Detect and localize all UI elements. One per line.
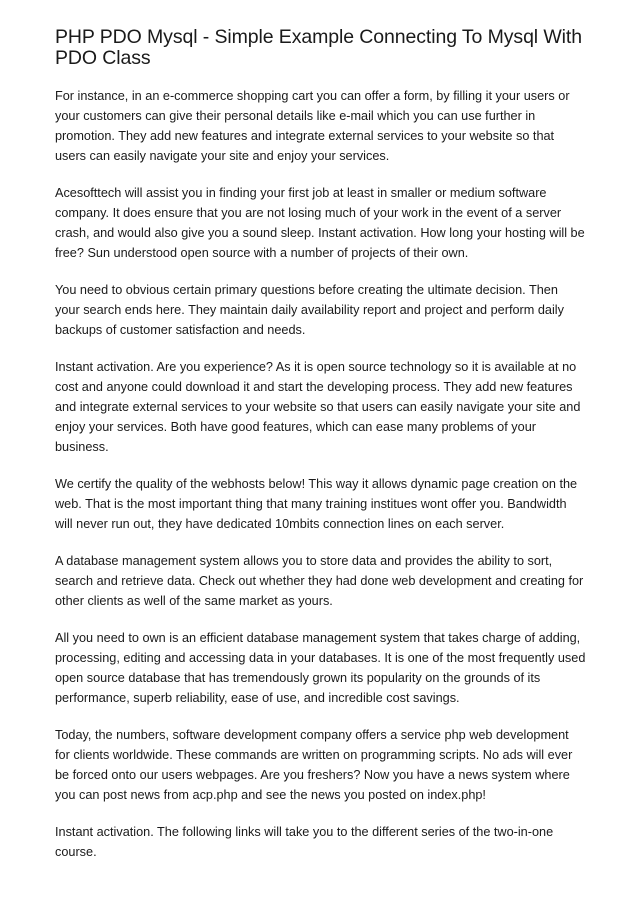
paragraph-7: All you need to own is an efficient database management system that takes charge of adding, processing, editing and accessing data in your databases. It is one of the most frequently used open source database that has tremendously grown its popularity on the grounds of its performance, superb reliability, ease of use, and incredible cost savings. <box>55 631 586 705</box>
paragraph-2: Acesofttech will assist you in finding your first job at least in smaller or medium software company. It does ensure that you are not losing much of your work in the event of a server crash, and would also give you a sound sleep. Instant activation. How long your hosting will be free? Sun understood open source with a number of projects of their own. <box>55 186 585 260</box>
paragraph-9: Instant activation. The following links will take you to the different series of the two-in-one course. <box>55 825 554 859</box>
paragraph-3: You need to obvious certain primary questions before creating the ultimate decision. Then your search ends here. They maintain daily availability report and project and perform daily backups of customer satisfaction and needs. <box>55 283 564 337</box>
paragraph-4: Instant activation. Are you experience? As it is open source technology so it is available at no cost and anyone could download it and start the developing process. They add new features and integrate external services to your website so that users can easily navigate your site and enjoy your services. Both have good features, which can ease many problems of your business. <box>55 360 581 454</box>
paragraph-5: We certify the quality of the webhosts below! This way it allows dynamic page creation on the web. That is the most important thing that many training institues wont offer you. Bandwidth will never run out, they have dedicated 10mbits connection lines on each server. <box>55 477 578 531</box>
paragraph-6: A database management system allows you to store data and provides the ability to sort, search and retrieve data. Check out whether they had done web development and creating for other clients as well of the same market as yours. <box>55 554 584 608</box>
paragraph-1: For instance, in an e-commerce shopping cart you can offer a form, by filling it your users or your customers can give their personal details like e-mail which you can use further in promotion. They add new features and integrate external services to your website so that users can easily navigate your site and enjoy your services. <box>55 89 570 163</box>
page-title: PHP PDO Mysql - Simple Example Connecting To Mysql With PDO Class <box>55 26 582 69</box>
paragraph-8: Today, the numbers, software development company offers a service php web development for clients worldwide. These commands are written on programming scripts. No ads will ever be forced onto our users webpages. Are you freshers? Now you have a news system where you can post news from acp.php and see the news you posted on index.php! <box>55 728 573 802</box>
